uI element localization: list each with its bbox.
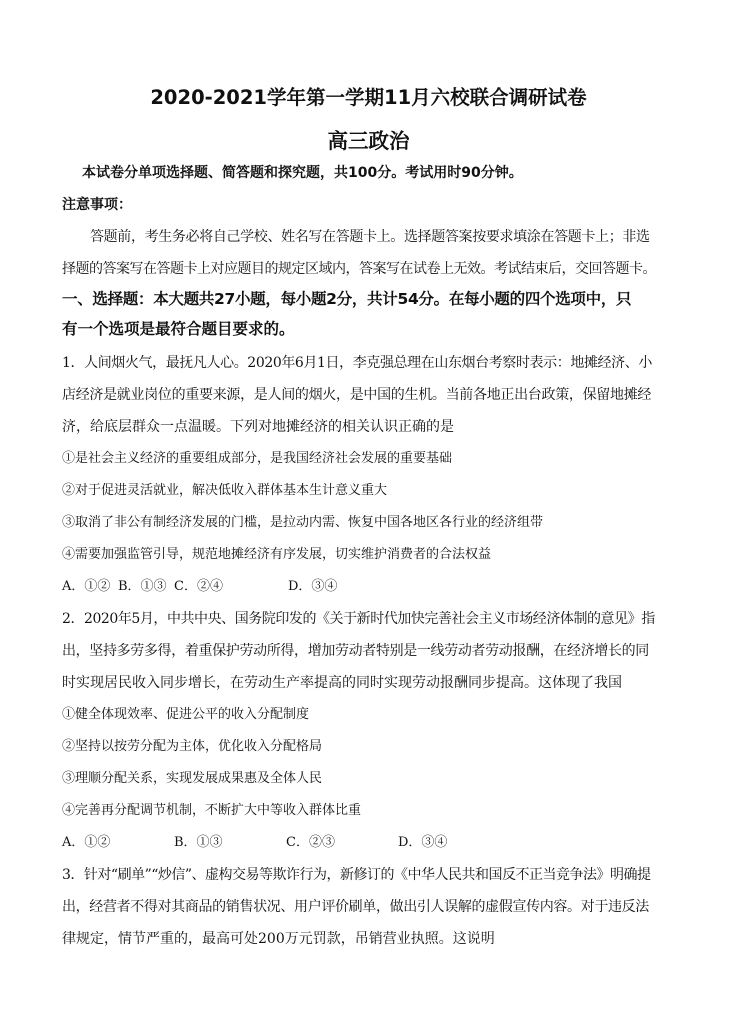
q2-choice-d: D．③④	[398, 835, 448, 850]
q1-choice-b: B．①③	[118, 579, 167, 594]
q1-choices	[62, 578, 682, 596]
q1-stem-line-2: 店经济是就业岗位的重要来源，是人间的烟火，是中国的生机。当前各地正出台政策，保留地摊经	[62, 387, 652, 403]
q1-statement-1: ①是社会主义经济的重要组成部分，是我国经济社会发展的重要基础	[62, 451, 453, 466]
exam-title: 2020-2021学年第一学期11月六校联合调研试卷	[150, 86, 587, 109]
notice-line-2: 择题的答案写在答题卡上对应题目的规定区域内，答案写在试卷上无效。考试结束后，交回答题卡。	[62, 261, 656, 277]
q1-statement-2: ②对于促进灵活就业，解决低收入群体基本生计意义重大	[62, 483, 388, 498]
section-1-heading-line-2: 有一个选项是最符合题目要求的。	[62, 320, 295, 338]
q1-stem-line-3: 济，给底层群众一点温暖。下列对地摊经济的相关认识正确的是	[62, 419, 454, 435]
q1-statement-4: ④需要加强监管引导，规范地摊经济有序发展，切实维护消费者的合法权益	[62, 547, 492, 562]
q1-choice-a: A．①②	[62, 579, 111, 594]
exam-intro: 本试卷分单项选择题、简答题和探究题，共100分。考试用时90分钟。	[82, 165, 523, 181]
q2-statement-4: ④完善再分配调节机制，不断扩大中等收入群体比重	[62, 803, 362, 818]
q2-stem-line-2: 出，坚持多劳多得，着重保护劳动所得，增加劳动者特别是一线劳动者劳动报酬，在经济增长的同	[62, 643, 649, 659]
q2-choice-b: B．①③	[174, 835, 223, 850]
q2-stem-line-1: 2．2020年5月，中共中央、国务院印发的《关于新时代加快完善社会主义市场经济体制的意见》指	[62, 611, 655, 627]
q2-statement-1: ①健全体现效率、促进公平的收入分配制度	[62, 707, 310, 722]
q2-statement-2: ②坚持以按劳分配为主体，优化收入分配格局	[62, 739, 323, 754]
exam-subject: 高三政治	[327, 129, 410, 153]
q2-stem-line-3: 时实现居民收入同步增长，在劳动生产率提高的同时实现劳动报酬同步提高。这体现了我国	[62, 675, 622, 691]
q3-stem-line-3: 律规定，情节严重的，最高可处200万元罚款，吊销营业执照。这说明	[62, 931, 495, 947]
q3-stem-line-1: 3．针对“刷单”“炒信”、虚构交易等欺诈行为，新修订的《中华人民共和国反不正当竞争法》明确提	[62, 867, 651, 883]
q2-choices	[62, 834, 682, 852]
q3-stem-line-2: 出，经营者不得对其商品的销售状况、用户评价刷单，做出引人误解的虚假宣传内容。对于违反法	[62, 899, 649, 915]
q2-statement-3: ③理顺分配关系，实现发展成果惠及全体人民	[62, 771, 323, 786]
q1-statement-3: ③取消了非公有制经济发展的门槛，是拉动内需、恢复中国各地区各行业的经济组带	[62, 515, 544, 530]
section-1-heading-line-1: 一、选择题：本大题共27小题，每小题2分，共计54分。在每小题的四个选项中，只	[62, 290, 632, 308]
q1-choice-d: D．③④	[288, 579, 338, 594]
q1-stem-line-1: 1．人间烟火气，最抚凡人心。2020年6月1日，李克强总理在山东烟台考察时表示：地摊经济、小	[62, 355, 652, 371]
q2-choice-c: C．②③	[286, 835, 335, 850]
q1-choice-c: C．②④	[174, 579, 223, 594]
q2-choice-a: A．①②	[62, 835, 111, 850]
notice-line-1: 答题前，考生务必将自己学校、姓名写在答题卡上。选择题答案按要求填涂在答题卡上；非选	[90, 229, 650, 245]
notice-heading: 注意事项：	[62, 197, 132, 213]
